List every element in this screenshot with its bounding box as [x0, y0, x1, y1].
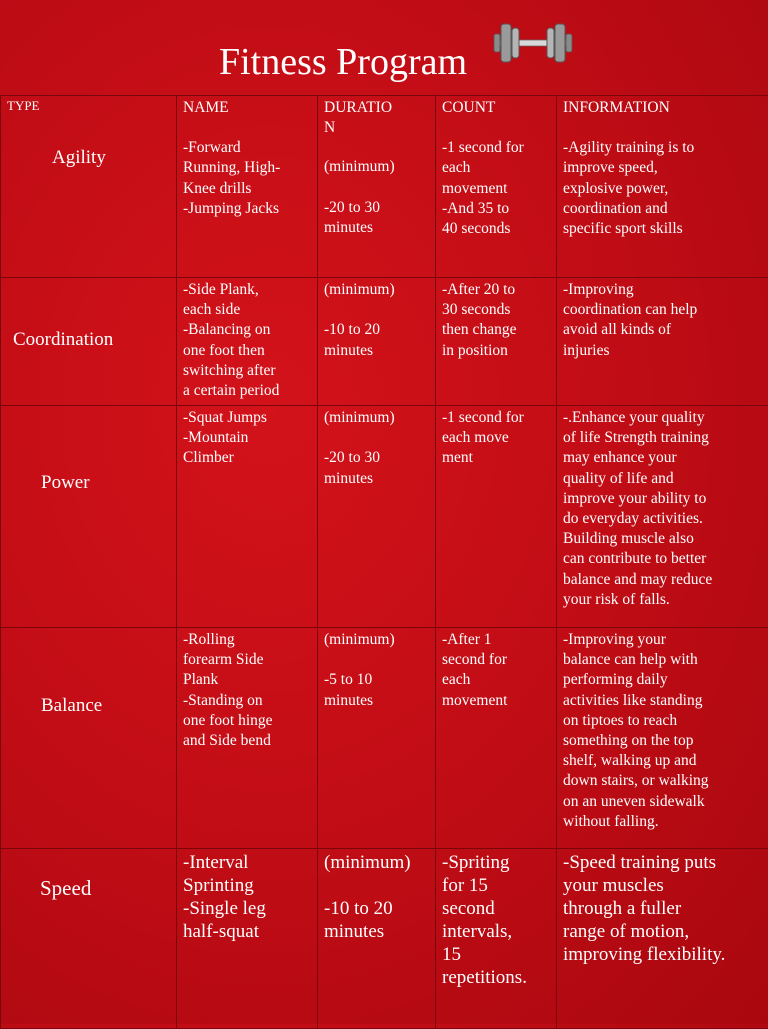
- information-cell: [557, 96, 768, 278]
- type-cell: [1, 628, 177, 849]
- information-header: INFORMATION: [563, 98, 762, 118]
- count-value: -1 second for each movement -And 35 to 40 seconds: [442, 138, 550, 239]
- count-cell: [436, 849, 557, 1029]
- information-cell: [557, 406, 768, 628]
- type-label: Agility: [52, 147, 106, 169]
- name-header: NAME: [183, 98, 311, 118]
- name-cell: [177, 849, 318, 1029]
- information-cell: [557, 849, 768, 1029]
- duration-cell: [318, 96, 436, 278]
- type-label: Coordination: [13, 329, 113, 351]
- duration-value: (minimum) -5 to 10 minutes: [324, 630, 429, 711]
- duration-cell: [318, 849, 436, 1029]
- table-row: [1, 406, 768, 628]
- type-cell: [1, 849, 177, 1029]
- page-title: Fitness Program: [0, 38, 686, 86]
- count-cell: [436, 628, 557, 849]
- table-row: [1, 628, 768, 849]
- name-value: -Squat Jumps -Mountain Climber: [183, 408, 311, 469]
- type-header: TYPE: [7, 98, 170, 114]
- name-cell: [177, 96, 318, 278]
- count-header: COUNT: [442, 98, 550, 118]
- duration-cell: [318, 278, 436, 406]
- dumbbell-icon: [492, 18, 574, 68]
- name-cell: [177, 628, 318, 849]
- information-value: -Improving coordination can help avoid all kinds of injuries: [563, 280, 762, 361]
- name-cell: [177, 406, 318, 628]
- duration-value: (minimum) -10 to 20 minutes: [324, 851, 429, 943]
- type-label: Balance: [41, 695, 102, 717]
- count-value: -After 20 to 30 seconds then change in position: [442, 280, 550, 361]
- information-value: -Agility training is to improve speed, explosive power, coordination and specific sport skills: [563, 138, 762, 239]
- type-cell: [1, 96, 177, 278]
- type-cell: [1, 406, 177, 628]
- duration-value: (minimum) -10 to 20 minutes: [324, 280, 429, 361]
- type-cell: [1, 278, 177, 406]
- count-cell: [436, 278, 557, 406]
- count-value: -1 second for each move ment: [442, 408, 550, 469]
- count-cell: [436, 406, 557, 628]
- name-value: -Side Plank, each side -Balancing on one foot then switching after a certain period: [183, 280, 311, 401]
- duration-cell: [318, 406, 436, 628]
- count-value: -After 1 second for each movement: [442, 630, 550, 711]
- information-cell: [557, 278, 768, 406]
- information-cell: [557, 628, 768, 849]
- name-cell: [177, 278, 318, 406]
- name-value: -Forward Running, High- Knee drills -Jumping Jacks: [183, 138, 311, 219]
- information-value: -Speed training puts your muscles through a fuller range of motion, improving flexibility.: [563, 851, 762, 966]
- duration-value: (minimum) -20 to 30 minutes: [324, 157, 429, 238]
- table-row: [1, 96, 768, 278]
- type-label: Speed: [40, 877, 91, 899]
- type-label: Power: [41, 472, 90, 494]
- table-row: [1, 849, 768, 1029]
- table-row: [1, 278, 768, 406]
- duration-header: DURATIO N: [324, 98, 429, 138]
- duration-value: (minimum) -20 to 30 minutes: [324, 408, 429, 489]
- information-value: -.Enhance your quality of life Strength training may enhance your quality of life and improve your ability to do everyday activities. Building muscle also can contribute to better balance and may reduce your risk of falls.: [563, 408, 762, 610]
- information-value: -Improving your balance can help with performing daily activities like standing on tiptoes to reach something on the top shelf, walking up and down stairs, or walking on an uneven sidewalk without falling.: [563, 630, 762, 832]
- duration-cell: [318, 628, 436, 849]
- name-value: -Interval Sprinting -Single leg half-squat: [183, 851, 311, 943]
- fitness-table: [0, 95, 768, 1029]
- name-value: -Rolling forearm Side Plank -Standing on one foot hinge and Side bend: [183, 630, 311, 751]
- count-value: -Spriting for 15 second intervals, 15 repetitions.: [442, 851, 550, 989]
- count-cell: [436, 96, 557, 278]
